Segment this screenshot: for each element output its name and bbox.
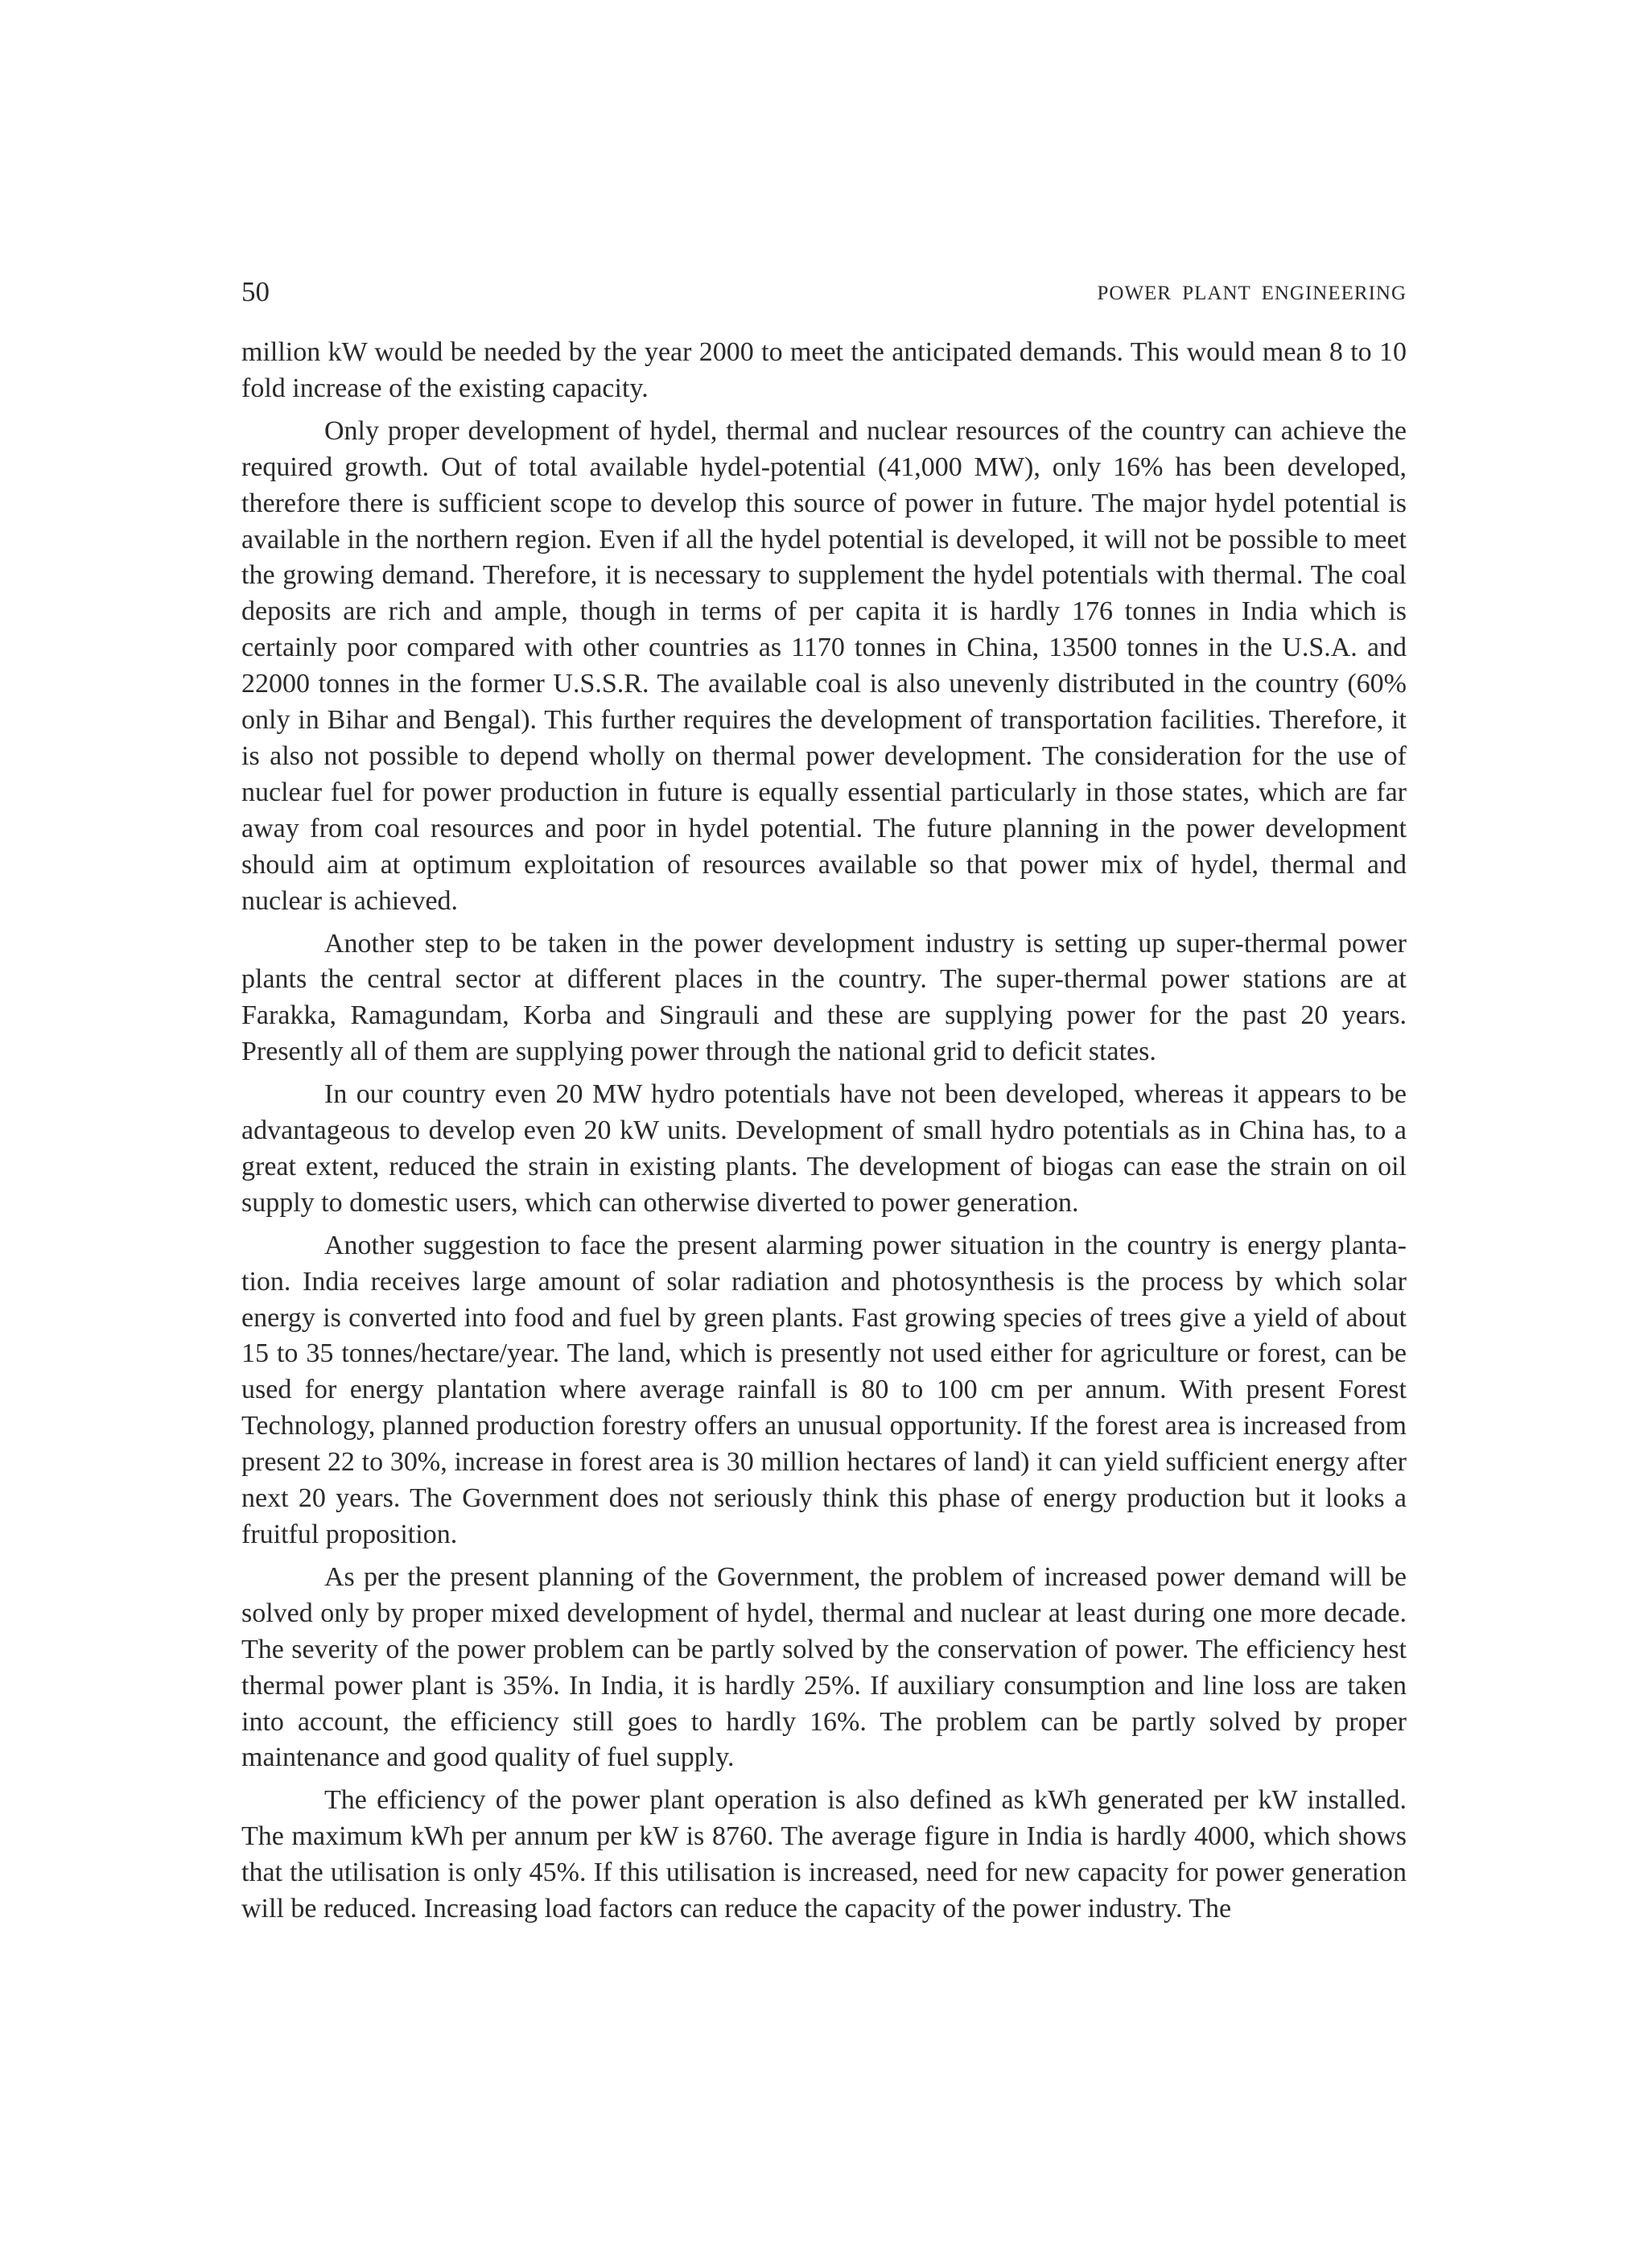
book-title: POWER PLANT ENGINEERING bbox=[1097, 282, 1407, 304]
paragraph-super-thermal: Another step to be taken in the power development industry is setting up super-thermal power plants the central sector at different places in the country. The super-thermal power stations are at Farakka, Ramagundam, Korba and Singrauli and these are supplying power for the past 20 years. Presently all of them are supplying power through the national grid to deficit states. bbox=[241, 928, 1407, 1067]
paragraph-small-hydro: In our country even 20 MW hydro potentials have not been developed, whereas it appears to be advantageous to develop even 20 kW units. Development of small hydro potentials as in China has, to a great extent, reduced the strain in existing plants. The development of biogas can ease the strain on oil supply to domestic users, which can otherwise diverted to power generation. bbox=[241, 1079, 1407, 1218]
body-text bbox=[241, 335, 1407, 1934]
paragraph-government-planning: As per the present planning of the Government, the problem of increased power demand will be solved only by proper mixed development of hydel, thermal and nuclear at least during one more decade. The severity of the power problem can be partly solved by the conservation of power. The efficiency hest thermal power plant is 35%. In India, it is hardly 25%. If auxiliary consumption and line loss are taken into account, the efficiency still goes to hardly 16%. The problem can be partly solved by proper maintenance and good quality of fuel supply. bbox=[241, 1561, 1407, 1773]
paragraph-efficiency: The efficiency of the power plant operation is also defined as kWh generated per kW installed. The maximum kWh per annum per kW is 8760. The average figure in India is hardly 4000, which shows that the utilisation is only 45%. If this utilisation is increased, need for new capacity for power generation will be reduced. Increasing load factors can reduce the capacity of the power industry. The bbox=[241, 1785, 1407, 1924]
page-number: 50 bbox=[241, 276, 270, 307]
paragraph-continued: million kW would be needed by the year 2000 to meet the anticipated demands. This would mean 8 to 10 fold increase of the existing capacity. bbox=[241, 337, 1407, 403]
paragraph-resources: Only proper development of hydel, thermal and nuclear resources of the country can achieve the required growth. Out of total available hydel-potential (41,000 MW), only 16% has been developed, therefore there is sufficient scope to develop this source of power in future. The major hydel potential is available in the northern region. Even if all the hydel potential is developed, it will not be possible to meet the growing demand. Therefore, it is necessary to supplement the hydel potentials with thermal. The coal deposits are rich and ample, though in terms of per capita it is hardly 176 tonnes in India which is certainly poor compared with other countries as 1170 tonnes in China, 13500 tonnes in the U.S.A. and 22000 tonnes in the former U.S.S.R. The available coal is also unevenly distributed in the country (60% only in Bihar and Bengal). This further requires the development of transportation facilities. Therefore, it is also not possible to depend wholly on thermal power development. The consideration for the use of nuclear fuel for power production in future is equally essential particularly in those states, which are far away from coal resources and poor in hydel potential. The future planning in the power development should aim at optimum exploitation of resources available so that power mix of hydel, thermal and nuclear is achieved. bbox=[241, 415, 1407, 916]
paragraph-energy-plantation: Another suggestion to face the present alarming power situation in the country is energy plantation. India receives large amount of solar radiation and photosynthesis is the process by which solar energy is converted into food and fuel by green plants. Fast growing species of trees give a yield of about 15 to 35 tonnes/hectare/year. The land, which is presently not used either for agriculture or forest, can be used for energy plantation where average rainfall is 80 to 100 cm per annum. With present Forest Technology, planned production forestry offers an unusual opportunity. If the forest area is increased from present 22 to 30%, increase in forest area is 30 million hectares of land) it can yield sufficient energy after next 20 years. The Government does not seriously think this phase of energy production but it looks a fruitful proposition. bbox=[241, 1230, 1407, 1549]
running-head bbox=[241, 272, 1407, 312]
